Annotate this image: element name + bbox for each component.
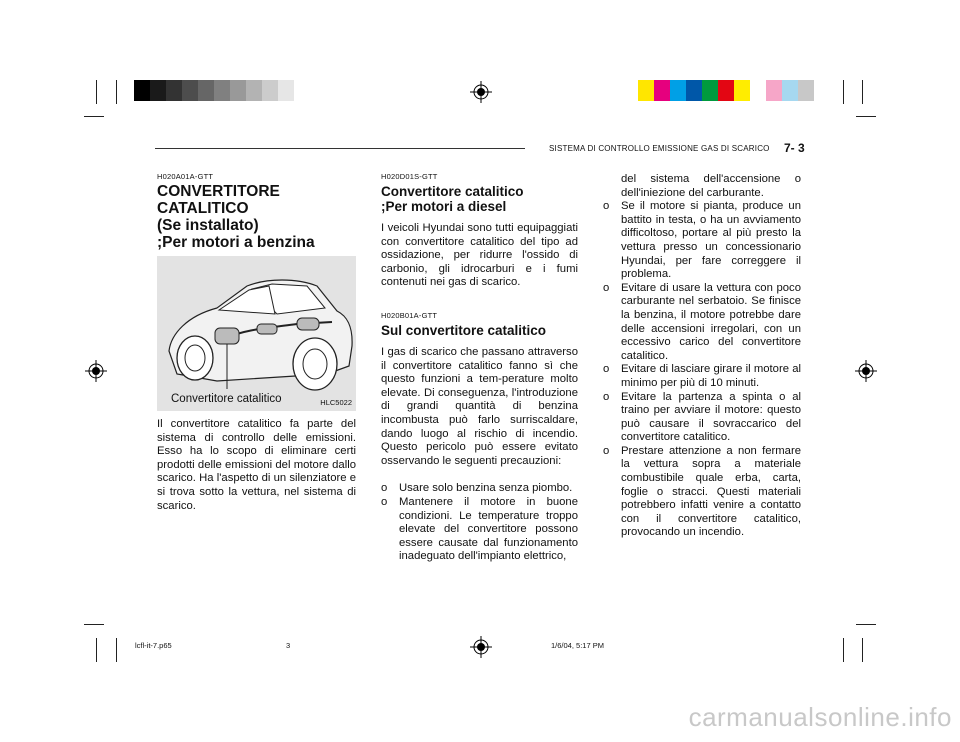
bullet: o	[603, 390, 610, 403]
color-swatch	[638, 80, 654, 101]
color-swatch	[686, 80, 702, 101]
color-swatch	[734, 80, 750, 101]
bullet: o	[603, 200, 610, 213]
registration-target-icon	[470, 81, 492, 103]
section-code: H020D01S-GTT	[381, 172, 438, 181]
grayscale-bar	[134, 80, 310, 101]
bullet: o	[381, 495, 388, 508]
heading-line: Convertitore catalitico	[381, 184, 524, 199]
section-code: H020A01A-GTT	[157, 172, 214, 181]
crop-mark	[96, 638, 97, 662]
column-1	[157, 172, 356, 513]
color-swatch	[718, 80, 734, 101]
color-swatch	[134, 80, 150, 101]
registration-target-icon	[470, 636, 492, 658]
color-swatch	[782, 80, 798, 101]
heading-line: CONVERTITORE CATALITICO	[157, 183, 280, 217]
crop-mark	[862, 80, 863, 104]
section-heading: Sul convertitore catalitico	[381, 322, 547, 338]
bullet: o	[381, 482, 388, 495]
color-swatch	[198, 80, 214, 101]
color-swatch	[278, 80, 294, 101]
list-item: o Usare solo benzina senza piombo.	[381, 482, 573, 495]
section-heading	[381, 184, 578, 214]
list-item: o Evitare di usare la vettura con poco carburante nel serbatoio. Se finisce la benzina, il motore potrebbe dare delle accensioni irregolari, con un eccessivo carico del convertitore catalitico.	[603, 281, 801, 362]
color-swatch	[262, 80, 278, 101]
crop-mark	[84, 116, 104, 117]
heading-line: ;Per motori a diesel	[381, 199, 507, 214]
column-3	[603, 173, 801, 540]
figure	[157, 256, 356, 411]
color-swatch	[166, 80, 182, 101]
color-swatch	[230, 80, 246, 101]
list-item: o Evitare di lasciare girare il motore al minimo per più di 10 minuti.	[603, 363, 801, 389]
color-swatch	[702, 80, 718, 101]
registration-target-icon	[85, 360, 107, 382]
bullet: o	[603, 281, 610, 294]
crop-mark	[856, 116, 876, 117]
color-swatch	[294, 80, 310, 101]
heading-line: (Se installato)	[157, 217, 259, 234]
color-bar	[638, 80, 814, 101]
footer-date: 1/6/04, 5:17 PM	[551, 641, 604, 650]
list-item: o Se il motore si pianta, produce un battito in testa, o ha un avviamento difficoltoso, portare al più presto la vettura presso un concessionario Hyundai, per fare correggere il problema.	[603, 200, 801, 281]
crop-mark	[843, 80, 844, 104]
color-swatch	[182, 80, 198, 101]
paragraph: I gas di scarico che passano attraverso il convertitore catalitico fanno sì che questo funzioni a tem-perature molto elevate. Di conseguenza, l'introduzione di grandi quantità di benzina incombusta può farlo surriscaldare, dando luogo al rischio di incendio. Questo pericolo può essere evitato osservando le seguenti precauzioni:	[381, 345, 578, 467]
color-swatch	[766, 80, 782, 101]
color-swatch	[246, 80, 262, 101]
header-rule	[155, 148, 525, 149]
figure-code: HLC5022	[320, 398, 352, 407]
crop-mark	[116, 638, 117, 662]
heading-line: ;Per motori a benzina	[157, 234, 315, 251]
paragraph: Il convertitore catalitico fa parte del sistema di controllo delle emissioni. Esso ha lo scopo di eliminare certi prodotti delle emissioni del motore dallo scarico. Ha l'aspetto di un silenziatore e si trova sotto la vettura, nel sistema di scarico.	[157, 418, 356, 512]
paragraph: I veicoli Hyundai sono tutti equipaggiati con convertitore catalitico del tipo ad ossidazione, per ridurre l'ossido di carbonio, gli idrocarburi e i fumi contenuti nei gas di scarico.	[381, 222, 578, 289]
section-code: H020B01A-GTT	[381, 310, 438, 320]
crop-mark	[96, 80, 97, 104]
precautions-list	[603, 200, 801, 540]
list-item: o Evitare la partenza a spinta o al traino per avviare il motore: questo può causare il sovraccarico del convertitore catalitico.	[603, 390, 801, 444]
crop-mark	[116, 80, 117, 104]
section-heading	[157, 183, 356, 251]
list-item: o Prestare attenzione a non fermare la vettura sopra a materiale combustibile quale erba, carta, foglie o stracci. Questi materiali potrebbero infatti venire a contatto con il convertitore catalitico, provocando un incendio.	[603, 444, 801, 539]
precautions-list	[381, 482, 578, 564]
color-swatch	[670, 80, 686, 101]
crop-mark	[84, 624, 104, 625]
car-illustration	[157, 256, 356, 411]
watermark: carmanualsonline.info	[688, 702, 952, 732]
color-swatch	[654, 80, 670, 101]
color-swatch	[750, 80, 766, 101]
footer-file: lcfl-it-7.p65	[135, 641, 172, 650]
footer-page: 3	[286, 641, 291, 650]
registration-target-icon	[855, 360, 877, 382]
crop-mark	[862, 638, 863, 662]
crop-mark	[856, 624, 876, 625]
paragraph-continuation: del sistema dell'accensione o dell'iniezione del carburante.	[621, 173, 801, 199]
bullet: o	[603, 363, 610, 376]
section-title: SISTEMA DI CONTROLLO EMISSIONE GAS DI SCARICO	[549, 144, 770, 153]
color-swatch	[798, 80, 814, 101]
color-swatch	[150, 80, 166, 101]
crop-mark	[843, 638, 844, 662]
page-number: 7- 3	[784, 141, 805, 155]
list-item: o Mantenere il motore in buone condizioni. Le temperature troppo elevate del convertitore possono essere causate dal funzionamento inadeguato dell'impianto elettrico,	[381, 495, 578, 563]
column-2	[381, 172, 578, 564]
color-swatch	[214, 80, 230, 101]
bullet: o	[603, 444, 610, 457]
figure-label: Convertitore catalitico	[171, 393, 282, 405]
